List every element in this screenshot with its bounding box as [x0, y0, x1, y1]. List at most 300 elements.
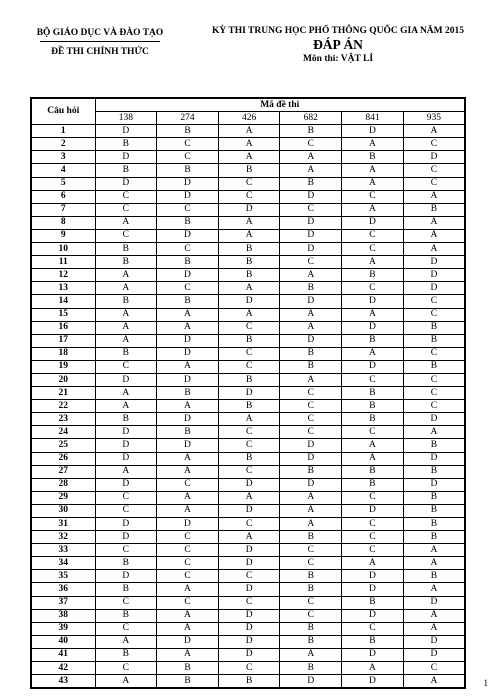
answer-cell: B: [342, 151, 404, 164]
answer-cell: D: [95, 518, 157, 531]
question-number: 29: [31, 491, 95, 504]
answer-cell: B: [280, 570, 342, 583]
table-row: [31, 635, 465, 648]
answer-cell: C: [280, 544, 342, 557]
answer-cell: A: [157, 622, 219, 635]
answer-cell: C: [403, 400, 465, 413]
answer-cell: B: [218, 269, 280, 282]
question-number: 17: [31, 334, 95, 347]
table-row: [31, 648, 465, 661]
answer-cell: A: [218, 282, 280, 295]
answer-cell: C: [403, 308, 465, 321]
exam-codes-header: Mã đề thi: [95, 98, 465, 112]
answer-cell: A: [342, 138, 404, 151]
answer-cell: B: [95, 295, 157, 308]
answer-cell: B: [218, 256, 280, 269]
answer-cell: D: [342, 504, 404, 517]
answer-cell: D: [95, 531, 157, 544]
answer-cell: D: [280, 452, 342, 465]
answer-cell: B: [95, 256, 157, 269]
question-number: 1: [31, 125, 95, 138]
question-number: 4: [31, 164, 95, 177]
answer-cell: C: [157, 557, 219, 570]
question-number: 2: [31, 138, 95, 151]
answer-cell: B: [95, 138, 157, 151]
question-number: 15: [31, 308, 95, 321]
answer-cell: D: [280, 675, 342, 689]
answer-cell: B: [403, 360, 465, 373]
answer-cell: D: [157, 518, 219, 531]
question-number: 37: [31, 596, 95, 609]
answer-cell: C: [157, 243, 219, 256]
answer-cell: A: [157, 321, 219, 334]
answer-cell: C: [218, 518, 280, 531]
answer-cell: C: [218, 190, 280, 203]
answer-cell: C: [280, 609, 342, 622]
answer-cell: A: [403, 557, 465, 570]
answer-cell: D: [218, 387, 280, 400]
answer-cell: C: [95, 203, 157, 216]
table-row: [31, 151, 465, 164]
question-number: 24: [31, 426, 95, 439]
answer-cell: D: [218, 544, 280, 557]
answer-cell: A: [403, 190, 465, 203]
table-row: [31, 203, 465, 216]
table-row: [31, 609, 465, 622]
answer-cell: D: [95, 177, 157, 190]
answer-cell: B: [342, 269, 404, 282]
answer-cell: C: [403, 387, 465, 400]
answer-cell: A: [280, 269, 342, 282]
answer-cell: C: [218, 570, 280, 583]
question-number: 26: [31, 452, 95, 465]
answer-cell: D: [157, 635, 219, 648]
question-number: 5: [31, 177, 95, 190]
answer-cell: B: [342, 635, 404, 648]
question-number: 33: [31, 544, 95, 557]
answer-cell: D: [95, 125, 157, 138]
table-row: [31, 675, 465, 689]
table-row: [31, 216, 465, 229]
table-row: [31, 439, 465, 452]
answer-cell: C: [218, 662, 280, 675]
question-number: 23: [31, 413, 95, 426]
answer-cell: D: [157, 413, 219, 426]
answer-cell: C: [342, 426, 404, 439]
answer-cell: D: [157, 373, 219, 386]
answer-cell: C: [157, 151, 219, 164]
question-number: 18: [31, 347, 95, 360]
answer-cell: A: [218, 308, 280, 321]
answer-cell: C: [342, 229, 404, 242]
answer-cell: A: [403, 622, 465, 635]
answer-cell: C: [280, 596, 342, 609]
answer-cell: C: [280, 138, 342, 151]
question-number: 41: [31, 648, 95, 661]
answer-cell: A: [342, 662, 404, 675]
answer-cell: B: [403, 531, 465, 544]
answer-cell: C: [403, 138, 465, 151]
answer-cell: C: [95, 229, 157, 242]
answer-cell: D: [280, 229, 342, 242]
exam-title: KỲ THI TRUNG HỌC PHỔ THÔNG QUỐC GIA NĂM 2015: [211, 26, 465, 36]
answer-cell: D: [403, 151, 465, 164]
answer-cell: C: [218, 439, 280, 452]
answer-cell: B: [280, 531, 342, 544]
answer-cell: C: [95, 622, 157, 635]
official-exam-label: ĐỀ THI CHÍNH THỨC: [51, 47, 149, 57]
answer-cell: A: [403, 216, 465, 229]
answer-cell: A: [342, 256, 404, 269]
table-row: [31, 387, 465, 400]
answer-cell: C: [280, 387, 342, 400]
answer-cell: C: [95, 544, 157, 557]
exam-code-header: 274: [157, 112, 219, 125]
table-row: [31, 138, 465, 151]
answer-cell: C: [280, 426, 342, 439]
answer-cell: D: [157, 269, 219, 282]
answer-cell: A: [218, 229, 280, 242]
answer-cell: C: [218, 596, 280, 609]
answer-cell: C: [218, 321, 280, 334]
table-row: [31, 570, 465, 583]
answer-cell: C: [403, 177, 465, 190]
answer-cell: A: [403, 426, 465, 439]
answer-cell: A: [95, 400, 157, 413]
answer-cell: C: [218, 465, 280, 478]
answer-cell: D: [403, 413, 465, 426]
answer-cell: B: [403, 334, 465, 347]
answer-cell: D: [342, 360, 404, 373]
answer-cell: A: [157, 583, 219, 596]
table-row: [31, 164, 465, 177]
header-right: [188, 26, 488, 64]
answer-cell: A: [157, 491, 219, 504]
table-row: [31, 504, 465, 517]
table-row: [31, 465, 465, 478]
answer-cell: B: [218, 675, 280, 689]
header-divider: [40, 41, 160, 42]
answer-cell: C: [157, 570, 219, 583]
answer-cell: C: [157, 138, 219, 151]
answer-cell: B: [403, 491, 465, 504]
answer-cell: C: [157, 531, 219, 544]
answer-cell: A: [95, 387, 157, 400]
answer-cell: B: [403, 518, 465, 531]
answer-cell: A: [95, 321, 157, 334]
page-number: 1: [483, 678, 488, 688]
answer-cell: A: [342, 452, 404, 465]
answer-cell: D: [218, 622, 280, 635]
table-row: [31, 518, 465, 531]
question-number: 11: [31, 256, 95, 269]
answer-cell: D: [157, 229, 219, 242]
answer-cell: B: [95, 648, 157, 661]
answer-cell: B: [218, 164, 280, 177]
question-number: 43: [31, 675, 95, 689]
answer-cell: C: [342, 190, 404, 203]
answer-cell: C: [218, 360, 280, 373]
question-number: 38: [31, 609, 95, 622]
answer-cell: A: [342, 557, 404, 570]
answer-cell: A: [403, 583, 465, 596]
table-row: [31, 190, 465, 203]
table-row: [31, 177, 465, 190]
table-row: [31, 583, 465, 596]
answer-cell: C: [218, 426, 280, 439]
question-number: 36: [31, 583, 95, 596]
question-number: 7: [31, 203, 95, 216]
question-number: 20: [31, 373, 95, 386]
answer-cell: C: [157, 282, 219, 295]
answer-cell: D: [280, 334, 342, 347]
answer-cell: B: [218, 373, 280, 386]
answer-cell: D: [280, 478, 342, 491]
answer-cell: B: [95, 347, 157, 360]
answer-cell: D: [342, 583, 404, 596]
answer-cell: B: [157, 216, 219, 229]
answer-cell: B: [157, 675, 219, 689]
question-number: 42: [31, 662, 95, 675]
answer-cell: C: [280, 400, 342, 413]
answer-cell: D: [342, 125, 404, 138]
answer-cell: A: [280, 321, 342, 334]
answer-cell: B: [157, 164, 219, 177]
answer-cell: B: [157, 256, 219, 269]
answer-cell: B: [95, 413, 157, 426]
table-row: [31, 557, 465, 570]
answer-cell: C: [218, 177, 280, 190]
table-row: [31, 622, 465, 635]
answer-cell: D: [218, 635, 280, 648]
answer-cell: B: [95, 583, 157, 596]
answer-cell: D: [342, 648, 404, 661]
exam-code-header: 138: [95, 112, 157, 125]
answer-cell: B: [403, 465, 465, 478]
answer-cell: B: [218, 400, 280, 413]
answer-cell: A: [403, 229, 465, 242]
question-number: 8: [31, 216, 95, 229]
answer-cell: D: [280, 216, 342, 229]
answer-cell: C: [342, 373, 404, 386]
answer-cell: A: [342, 203, 404, 216]
answer-cell: A: [280, 504, 342, 517]
answer-cell: A: [342, 439, 404, 452]
question-number: 30: [31, 504, 95, 517]
table-row: [31, 360, 465, 373]
answer-cell: A: [95, 465, 157, 478]
answer-cell: B: [403, 570, 465, 583]
answer-cell: C: [157, 544, 219, 557]
answer-cell: D: [95, 426, 157, 439]
exam-codes-row: [31, 112, 465, 125]
answer-cell: C: [403, 347, 465, 360]
answer-cell: A: [157, 452, 219, 465]
table-row: [31, 295, 465, 308]
answer-cell: D: [95, 570, 157, 583]
question-number: 3: [31, 151, 95, 164]
answer-cell: A: [280, 308, 342, 321]
answer-cell: C: [342, 243, 404, 256]
answer-cell: D: [403, 478, 465, 491]
answer-cell: A: [218, 138, 280, 151]
answer-cell: D: [280, 295, 342, 308]
answer-cell: D: [218, 583, 280, 596]
answer-cell: D: [157, 177, 219, 190]
answer-cell: A: [218, 491, 280, 504]
answer-cell: B: [342, 478, 404, 491]
answer-cell: B: [218, 452, 280, 465]
answer-cell: D: [342, 675, 404, 689]
answer-cell: A: [280, 648, 342, 661]
answer-cell: C: [157, 203, 219, 216]
question-number: 6: [31, 190, 95, 203]
answer-cell: A: [157, 609, 219, 622]
question-number: 34: [31, 557, 95, 570]
table-row: [31, 478, 465, 491]
answer-cell: B: [280, 465, 342, 478]
answer-cell: B: [342, 413, 404, 426]
answer-cell: C: [95, 491, 157, 504]
question-number: 27: [31, 465, 95, 478]
answer-cell: A: [95, 675, 157, 689]
answer-cell: B: [280, 282, 342, 295]
answer-cell: C: [342, 544, 404, 557]
answer-cell: D: [95, 452, 157, 465]
answer-cell: A: [403, 125, 465, 138]
answer-cell: A: [157, 360, 219, 373]
answer-cell: A: [157, 465, 219, 478]
answer-cell: C: [95, 596, 157, 609]
answer-cell: C: [95, 662, 157, 675]
table-row: [31, 491, 465, 504]
answer-cell: C: [403, 373, 465, 386]
header-left: [30, 28, 170, 57]
answer-cell: D: [157, 190, 219, 203]
answer-cell: D: [403, 635, 465, 648]
answer-cell: A: [280, 151, 342, 164]
answer-cell: A: [403, 675, 465, 689]
answer-cell: B: [403, 321, 465, 334]
answer-cell: A: [280, 164, 342, 177]
answer-cell: C: [342, 518, 404, 531]
answer-cell: D: [218, 609, 280, 622]
answer-cell: B: [218, 334, 280, 347]
answer-cell: D: [342, 609, 404, 622]
answer-key-table-body: [31, 125, 465, 689]
question-number: 12: [31, 269, 95, 282]
answer-cell: A: [218, 216, 280, 229]
answer-cell: B: [157, 125, 219, 138]
answer-cell: D: [157, 439, 219, 452]
answer-cell: B: [280, 583, 342, 596]
table-row: [31, 334, 465, 347]
answer-cell: A: [280, 373, 342, 386]
answer-cell: C: [403, 662, 465, 675]
answer-cell: C: [157, 596, 219, 609]
answer-cell: C: [218, 347, 280, 360]
answer-cell: D: [157, 347, 219, 360]
question-number: 25: [31, 439, 95, 452]
table-row: [31, 308, 465, 321]
answer-cell: D: [95, 151, 157, 164]
answer-cell: A: [342, 308, 404, 321]
table-row: [31, 229, 465, 242]
answer-cell: A: [95, 282, 157, 295]
answer-key-table-head: [31, 98, 465, 125]
answer-key-table: [30, 97, 466, 689]
question-number: 14: [31, 295, 95, 308]
table-row: [31, 373, 465, 386]
answer-cell: D: [218, 295, 280, 308]
answer-cell: D: [157, 334, 219, 347]
answer-cell: D: [403, 452, 465, 465]
answer-cell: A: [218, 531, 280, 544]
question-number: 21: [31, 387, 95, 400]
table-row: [31, 452, 465, 465]
answer-cell: D: [218, 478, 280, 491]
table-row: [31, 256, 465, 269]
answer-cell: A: [157, 400, 219, 413]
answer-cell: B: [342, 596, 404, 609]
exam-code-header: 426: [218, 112, 280, 125]
answer-cell: B: [403, 203, 465, 216]
answer-cell: A: [403, 544, 465, 557]
answer-cell: D: [403, 256, 465, 269]
answer-cell: D: [403, 269, 465, 282]
question-number: 10: [31, 243, 95, 256]
answer-cell: A: [342, 164, 404, 177]
answer-cell: A: [95, 334, 157, 347]
answer-cell: B: [342, 387, 404, 400]
exam-code-header: 935: [403, 112, 465, 125]
answer-cell: C: [342, 491, 404, 504]
table-row: [31, 426, 465, 439]
question-number: 40: [31, 635, 95, 648]
answer-cell: D: [403, 282, 465, 295]
table-row: [31, 125, 465, 138]
answer-cell: B: [280, 360, 342, 373]
answer-cell: D: [280, 243, 342, 256]
answer-cell: B: [280, 347, 342, 360]
subject-label: Môn thi: VẬT LÍ: [302, 54, 374, 64]
question-number: 16: [31, 321, 95, 334]
answer-cell: C: [157, 478, 219, 491]
table-row: [31, 282, 465, 295]
answer-cell: D: [95, 373, 157, 386]
table-row: [31, 347, 465, 360]
answer-cell: D: [280, 190, 342, 203]
answer-cell: B: [280, 662, 342, 675]
answer-cell: D: [403, 648, 465, 661]
answer-key-title: ĐÁP ÁN: [313, 37, 363, 52]
question-number: 22: [31, 400, 95, 413]
question-number: 13: [31, 282, 95, 295]
table-row: [31, 544, 465, 557]
exam-code-header: 841: [342, 112, 404, 125]
table-row: [31, 413, 465, 426]
answer-cell: B: [342, 334, 404, 347]
answer-cell: B: [95, 243, 157, 256]
answer-cell: C: [95, 190, 157, 203]
answer-cell: A: [218, 125, 280, 138]
answer-cell: C: [280, 413, 342, 426]
answer-cell: D: [280, 439, 342, 452]
answer-cell: C: [95, 504, 157, 517]
answer-cell: D: [218, 648, 280, 661]
answer-cell: B: [280, 125, 342, 138]
answer-cell: B: [403, 504, 465, 517]
